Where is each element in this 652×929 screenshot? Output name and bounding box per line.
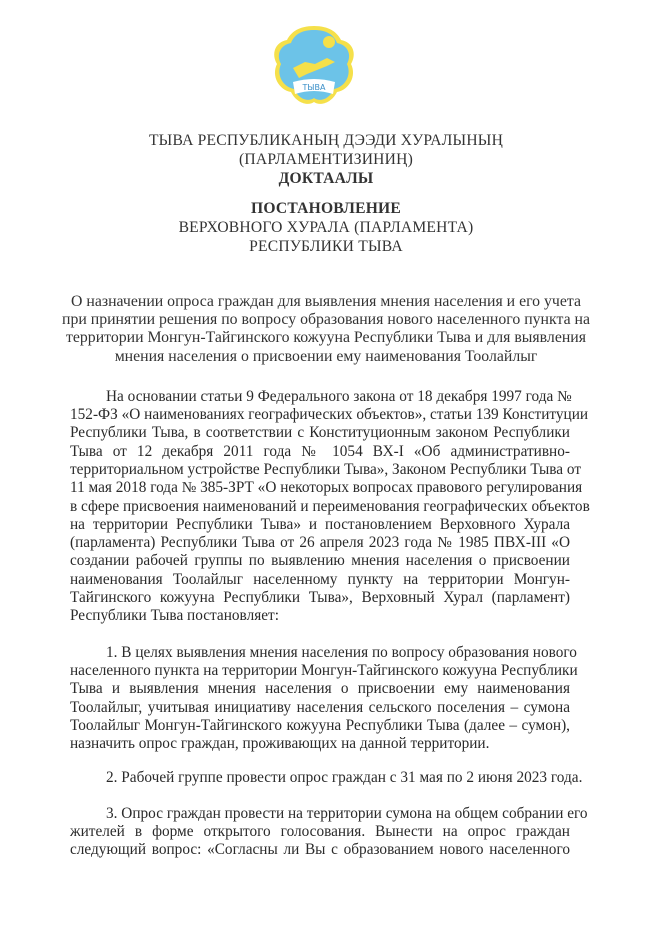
text-line: Тоолайлыг, учитывая инициативу населения сельского поселения – сумона <box>70 698 570 716</box>
text-line: Тыва и выявления мнения населения о присвоении ему наименования <box>70 680 570 698</box>
preamble-paragraph <box>70 387 590 626</box>
text-line: Тоолайлыг Монгун-Тайгинского кожууна Республики Тыва (далее – сумон), <box>70 716 570 734</box>
header-tuvan-line2: (ПАРЛАМЕНТИЗИНИҢ) <box>239 151 413 168</box>
text-line: территориальном устройстве Республики Тыва», Законом Республики Тыва от <box>70 461 582 478</box>
text-line: жителей в форме открытого голосования. Вынести на опрос граждан <box>70 823 570 841</box>
text-line: создании рабочей группы по выявлению мнения населения о присвоении <box>70 552 570 570</box>
text-line: следующий вопрос: «Согласны ли Вы с образованием нового населенного <box>70 841 570 859</box>
tuva-emblem-logo <box>271 24 357 106</box>
header-tuvan-line1: ТЫВА РЕСПУБЛИКАНЫҢ ДЭЭДИ ХУРАЛЫНЫҢ <box>148 132 504 149</box>
header-issuer-line1: ВЕРХОВНОГО ХУРАЛА (ПАРЛАМЕНТА) <box>178 219 474 236</box>
item-2-paragraph <box>70 769 583 787</box>
document-subject <box>20 293 632 366</box>
text-line: назначить опрос граждан, проживающих на данной территории. <box>70 735 490 753</box>
emblem-label: ТЫВА <box>302 83 326 92</box>
text-line: На основании статьи 9 Федерального закона от 18 декабря 1997 года № <box>106 387 572 405</box>
text-line: наименования Тоолайлыг населенному пункту на территории Монгун- <box>70 570 570 588</box>
header-doc-type: ПОСТАНОВЛЕНИЕ <box>251 200 401 217</box>
text-line: 1. В целях выявления мнения населения по вопросу образования нового <box>106 643 577 661</box>
text-line: Тайгинского кожууна Республики Тыва», Верховный Хурал (парламент) <box>70 589 570 607</box>
text-line: в сфере присвоения наименований и переименования географических объектов <box>70 497 590 515</box>
text-line: (парламента) Республики Тыва от 26 апреля 2023 года № 1985 ПВХ-III «О <box>70 534 570 552</box>
text-line: 152-ФЗ «О наименованиях географических объектов», статьи 139 Конституции <box>70 406 589 424</box>
text-line: Республики Тыва постановляет: <box>70 607 279 625</box>
item-1-paragraph <box>70 643 578 754</box>
header-tuvan-doc-type: ДОКТААЛЫ <box>278 170 374 187</box>
text-line: 2. Рабочей группе провести опрос граждан с 31 мая по 2 июня 2023 года. <box>106 769 583 787</box>
item-3-paragraph <box>70 804 588 860</box>
text-line: населенного пункта на территории Монгун-Тайгинского кожууна Республики <box>70 661 578 679</box>
text-line: Тыва от 12 декабря 2011 года № 1054 ВХ-I «Об административно- <box>70 442 570 460</box>
subject-line: О назначении опроса граждан для выявления мнения населения и его учета <box>71 293 581 310</box>
text-line: на территории Республики Тыва» и постановлением Верховного Хурала <box>70 515 570 533</box>
header-issuer-line2: РЕСПУБЛИКИ ТЫВА <box>249 238 403 255</box>
subject-line: территории Монгун-Тайгинского кожууна Республики Тыва и для выявления <box>65 329 586 347</box>
document-header <box>0 131 652 256</box>
text-line: 11 мая 2018 года № 385-ЗРТ «О некоторых вопросах правового регулирования <box>70 479 583 497</box>
text-line: 3. Опрос граждан провести на территории сумона на общем собрании его <box>106 804 588 822</box>
text-line: Республики Тыва, в соответствии с Конституционным законом Республики <box>70 424 570 442</box>
subject-line: при принятии решения по вопросу образования нового населенного пункта на <box>61 311 590 329</box>
subject-line: мнения населения о присвоении ему наименования Тоолайлыг <box>114 347 538 365</box>
